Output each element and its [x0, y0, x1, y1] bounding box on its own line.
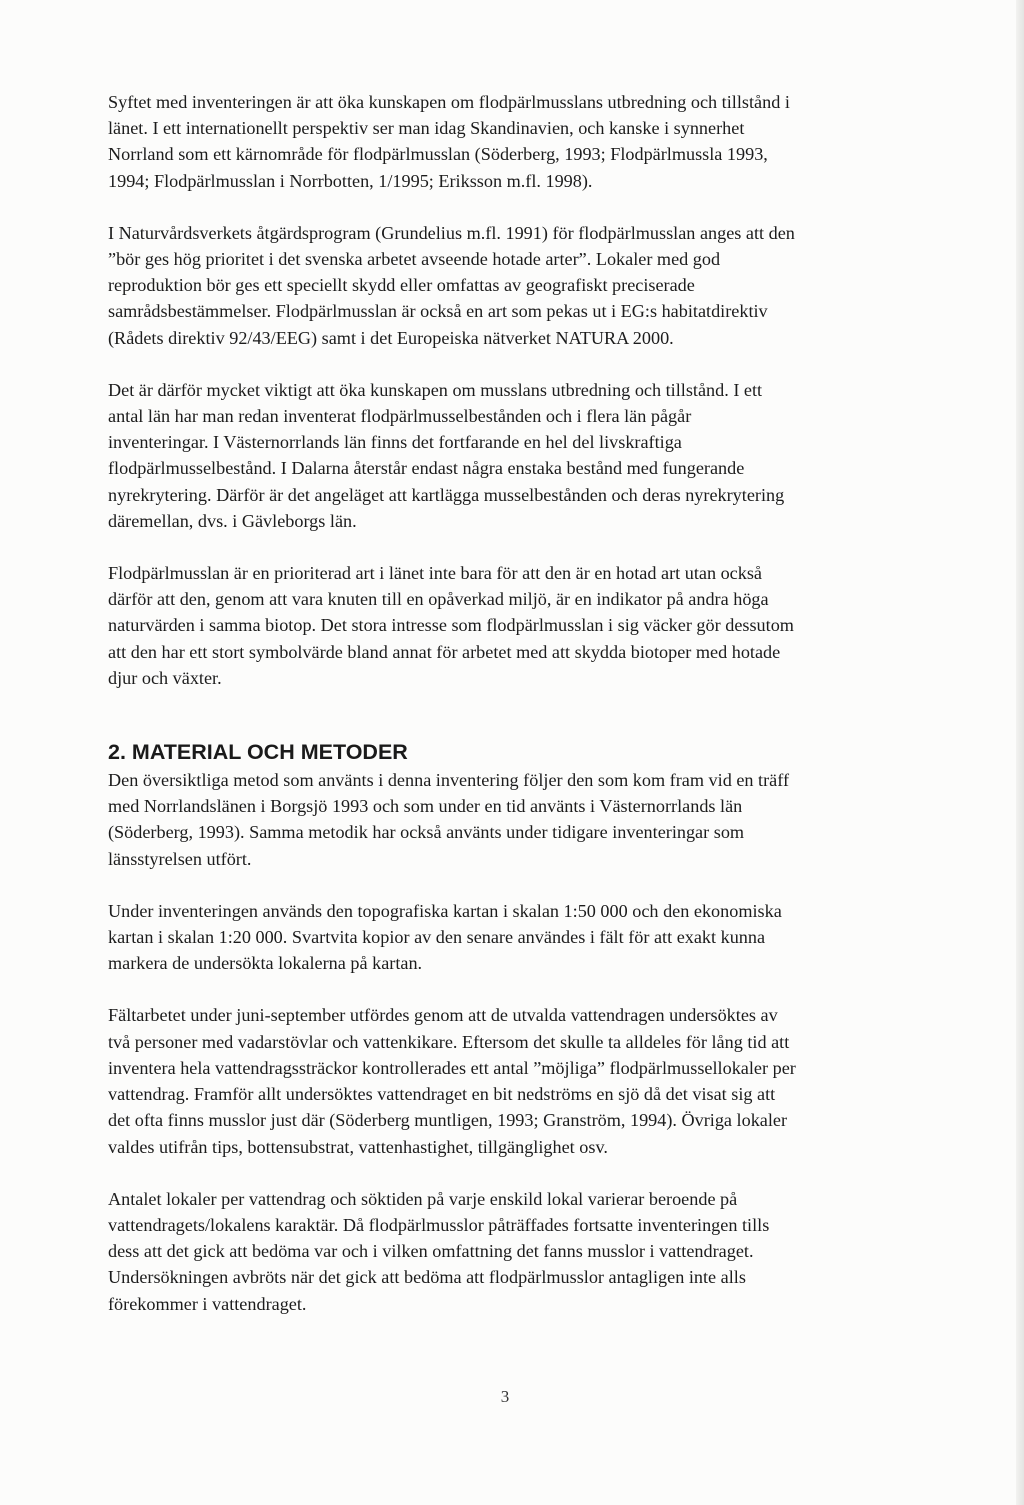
text-line: ”bör ges hög prioritet i det svenska arbetet avseende hotade arter”. Lokaler med god [108, 249, 721, 270]
text-line: flodpärlmusselbestånd. I Dalarna återstår endast några enstaka bestånd med fungerande [108, 458, 745, 479]
text-line: valdes utifrån tips, bottensubstrat, vattenhastighet, tillgänglighet osv. [108, 1136, 608, 1157]
text-line: inventera hela vattendragssträckor kontrollerades ett antal ”möjliga” flodpärlmussellokaler per [108, 1057, 796, 1078]
intro-paragraph-4 [108, 560, 898, 691]
text-line: inventeringar. I Västernorrlands län finns det fortfarande en hel del livskraftiga [108, 432, 682, 453]
text-line: reproduktion bör ges ett speciellt skydd eller omfattas av geografiskt preciserade [108, 275, 695, 296]
page-content [108, 89, 898, 1343]
text-line: Undersökningen avbröts när det gick att bedöma att flodpärlmusslor antagligen inte alls [108, 1267, 746, 1288]
intro-section [108, 89, 898, 691]
text-line: Den översiktliga metod som använts i denna inventering följer den som kom fram vid en träff [108, 770, 790, 791]
text-line: kartan i skalan 1:20 000. Svartvita kopior av den senare användes i fält för att exakt kunna [108, 927, 766, 948]
text-line: 1994; Flodpärlmusslan i Norrbotten, 1/1995; Eriksson m.fl. 1998). [108, 170, 593, 191]
page-number: 3 [500, 1387, 510, 1406]
intro-paragraph-2 [108, 220, 898, 351]
text-line: nyrekrytering. Därför är det angeläget att kartlägga musselbestånden och deras nyrekrytering [108, 484, 785, 505]
methods-paragraph-3 [108, 1002, 898, 1159]
section-heading: 2. MATERIAL OCH METODER [108, 740, 408, 765]
methods-paragraph-4 [108, 1186, 898, 1317]
intro-paragraph-1 [108, 89, 898, 194]
text-line: dess att det gick att bedöma var och i vilken omfattning det fanns musslor i vattendraget. [108, 1241, 754, 1262]
page-edge-shadow [1016, 0, 1024, 1505]
text-line: Fältarbetet under juni-september utfördes genom att de utvalda vattendragen undersöktes av [108, 1005, 778, 1026]
text-line: därför att den, genom att vara knuten till en opåverkad miljö, är en indikator på andra höga [108, 589, 769, 610]
text-line: antal län har man redan inventerat flodpärlmusselbestånden och i flera län pågår [108, 406, 692, 427]
methods-section [108, 767, 898, 1317]
text-line: vattendragets/lokalens karaktär. Då flodpärlmusslor påträffades fortsatte inventeringen tills [108, 1214, 770, 1235]
text-line: Syftet med inventeringen är att öka kunskapen om flodpärlmusslans utbredning och tillstånd i [108, 92, 790, 112]
text-line: djur och växter. [108, 667, 222, 688]
text-line: vattendrag. Framför allt undersöktes vattendraget en bit nedströms en sjö då det visat sig att [108, 1084, 776, 1105]
text-line: naturvärden i samma biotop. Det stora intresse som flodpärlmusslan i sig väcker gör dessutom [108, 615, 794, 636]
text-line: I Naturvårdsverkets åtgärdsprogram (Grundelius m.fl. 1991) för flodpärlmusslan anges att den [108, 222, 795, 243]
text-line: Det är därför mycket viktigt att öka kunskapen om musslans utbredning och tillstånd. I ett [108, 379, 763, 400]
text-line: Norrland som ett kärnområde för flodpärlmusslan (Söderberg, 1993; Flodpärlmussla 1993, [108, 144, 768, 165]
text-line: (Söderberg, 1993). Samma metodik har också använts under tidigare inventeringar som [108, 822, 745, 843]
text-line: förekommer i vattendraget. [108, 1293, 307, 1314]
intro-paragraph-3 [108, 377, 898, 534]
text-line: Antalet lokaler per vattendrag och söktiden på varje enskild lokal varierar beroende på [108, 1188, 738, 1209]
text-line: länet. I ett internationellt perspektiv ser man idag Skandinavien, och kanske i synnerhet [108, 118, 745, 139]
methods-paragraph-2 [108, 898, 898, 977]
text-line: (Rådets direktiv 92/43/EEG) samt i det Europeiska nätverket NATURA 2000. [108, 327, 674, 348]
text-line: med Norrlandslänen i Borgsjö 1993 och som under en tid använts i Västernorrlands län [108, 796, 743, 817]
text-line: markera de undersökta lokalerna på kartan. [108, 953, 423, 974]
text-line: länsstyrelsen utfört. [108, 848, 252, 869]
text-line: samrådsbestämmelser. Flodpärlmusslan är också en art som pekas ut i EG:s habitatdirektiv [108, 301, 768, 322]
text-line: det ofta finns musslor just där (Söderberg muntligen, 1993; Granström, 1994). Övriga lokaler [108, 1110, 788, 1131]
text-line: att den har ett stort symbolvärde bland annat för arbetet med att skydda biotoper med hotade [108, 641, 781, 662]
text-line: Under inventeringen används den topografiska kartan i skalan 1:50 000 och den ekonomiska [108, 900, 782, 921]
text-line: Flodpärlmusslan är en prioriterad art i länet inte bara för att den är en hotad art utan också [108, 563, 762, 584]
text-line: två personer med vadarstövlar och vattenkikare. Eftersom det skulle ta alldeles för lång tid att [108, 1031, 790, 1052]
methods-paragraph-1 [108, 767, 898, 872]
text-line: däremellan, dvs. i Gävleborgs län. [108, 510, 357, 531]
